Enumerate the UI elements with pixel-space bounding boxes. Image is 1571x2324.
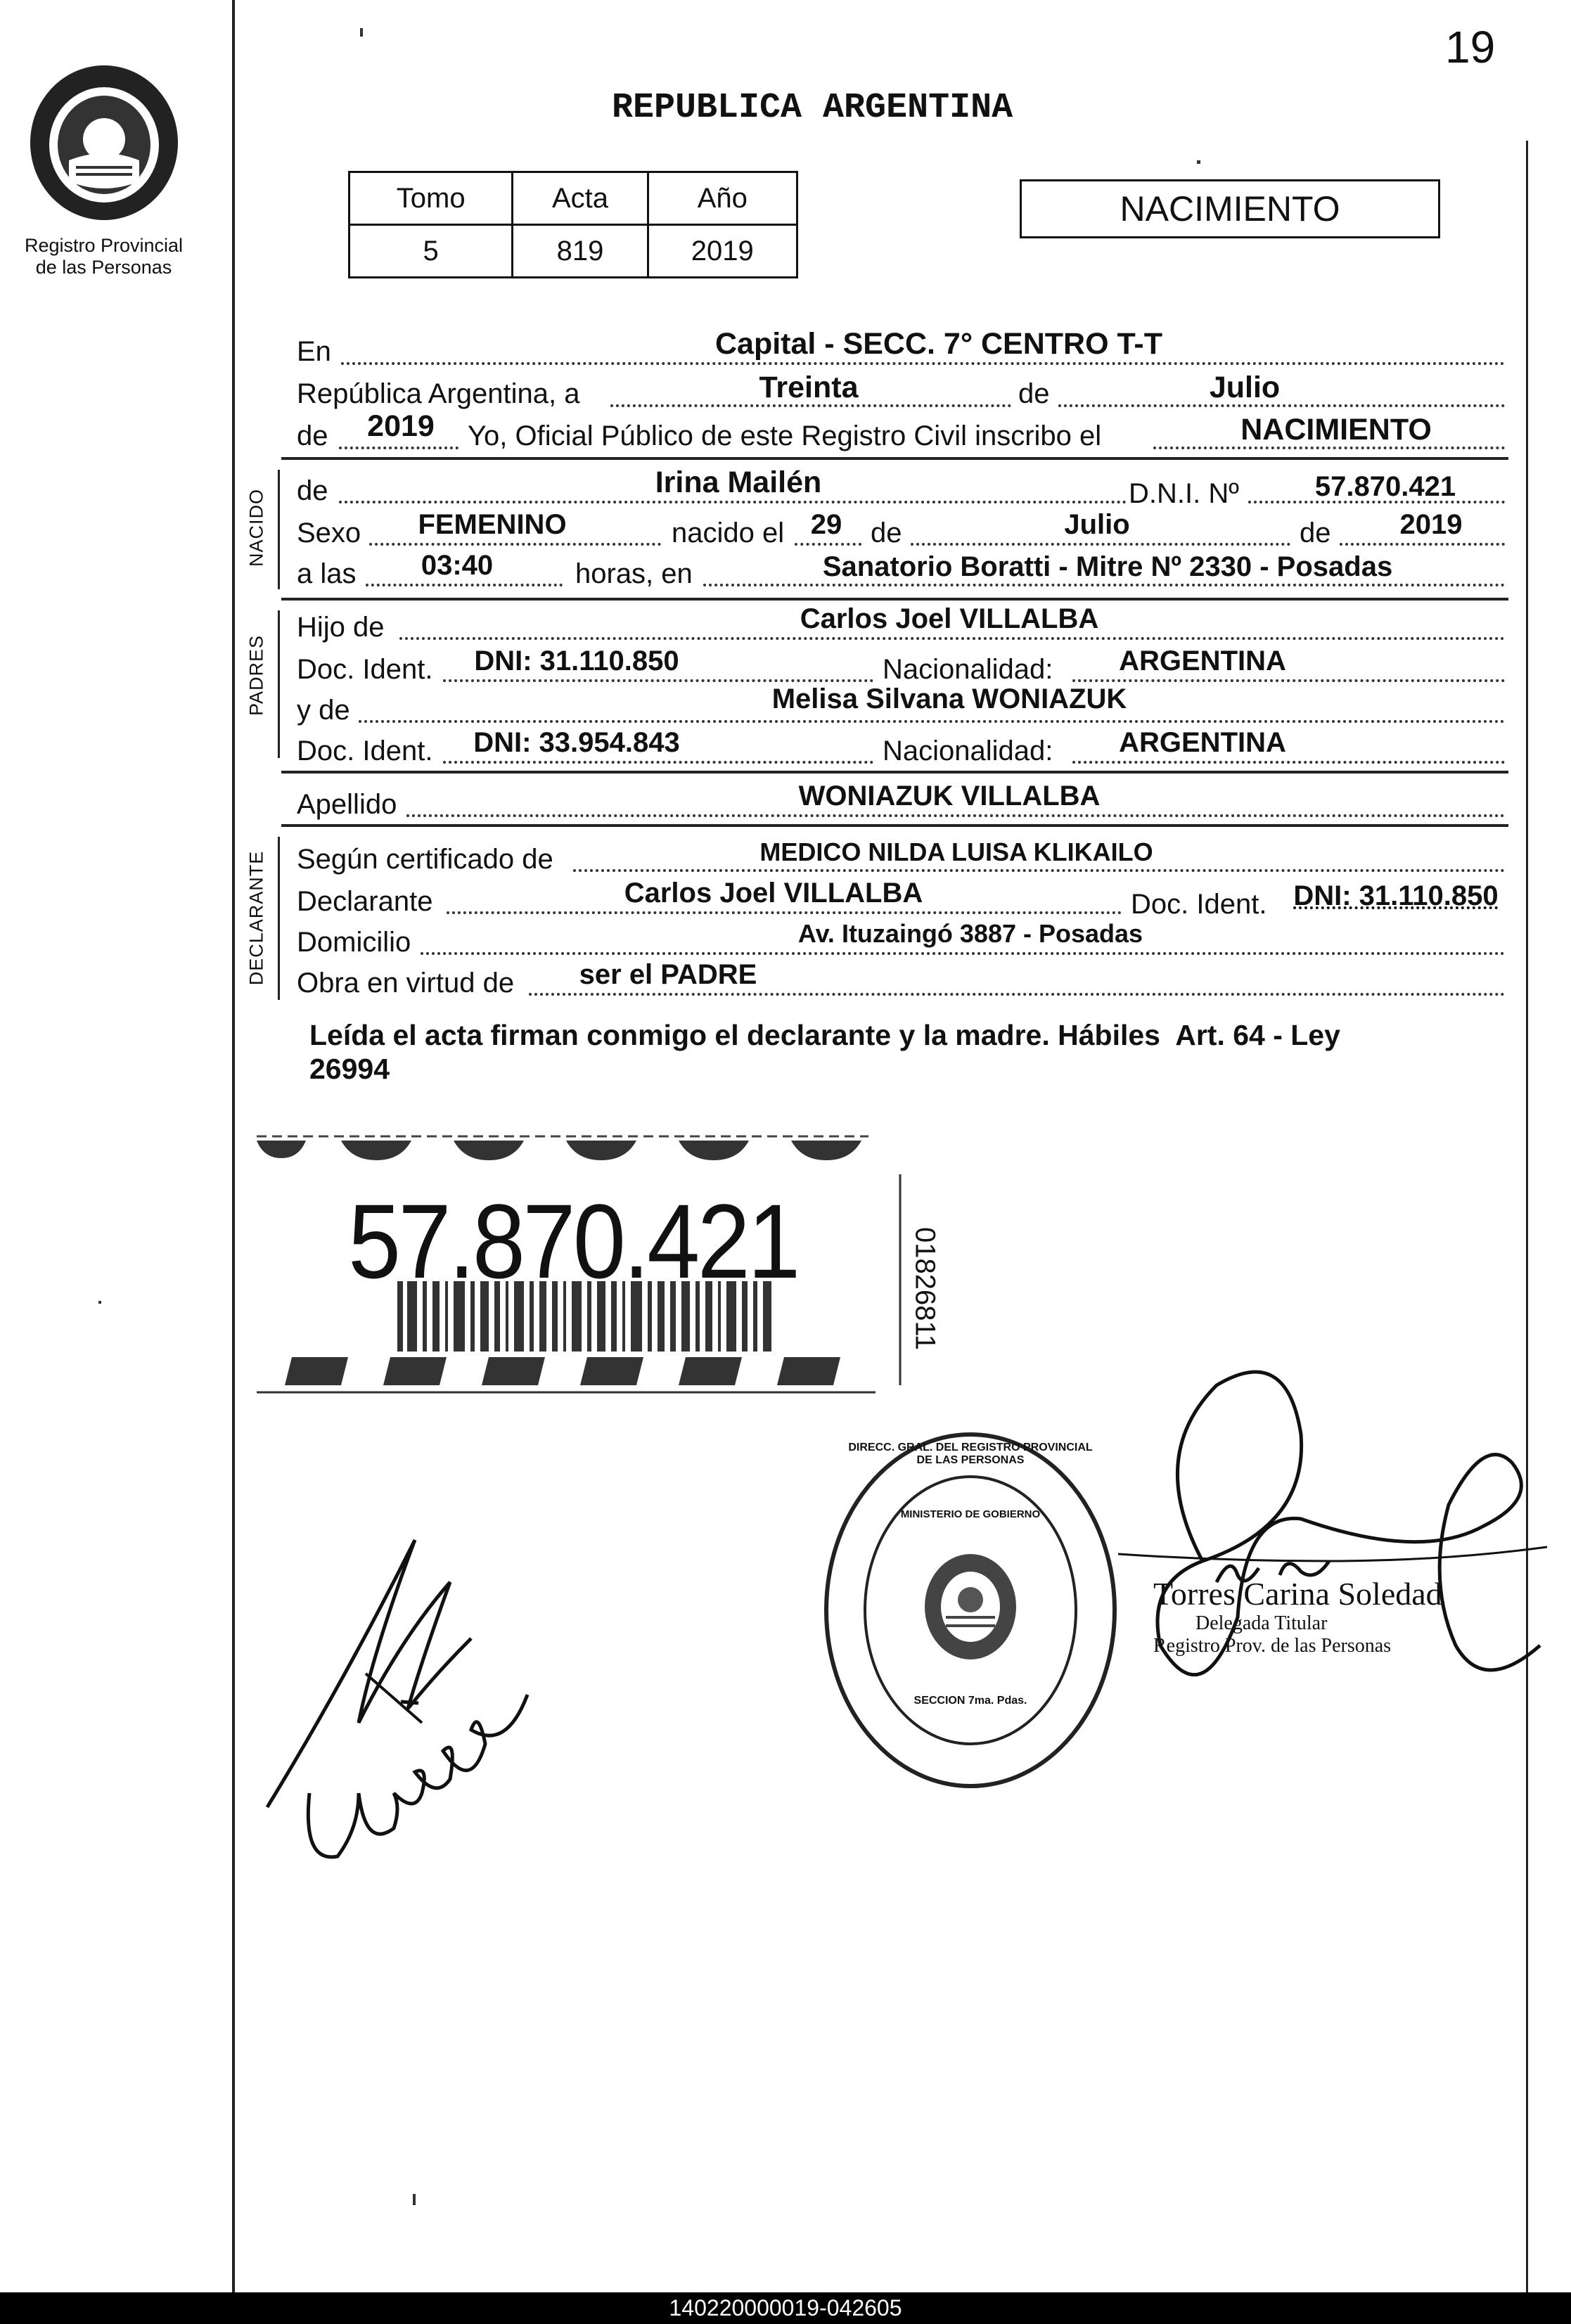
sexo-value: FEMENINO bbox=[418, 509, 567, 540]
act-dots bbox=[1153, 447, 1505, 449]
horas-label: horas, en bbox=[575, 558, 693, 589]
father-nationality: ARGENTINA bbox=[1119, 646, 1286, 676]
year-value: 2019 bbox=[367, 409, 435, 443]
sticker-number: 57.870.421 bbox=[348, 1182, 798, 1300]
official-office: Registro Prov. de las Personas bbox=[1153, 1635, 1392, 1657]
right-margin-line bbox=[1526, 141, 1528, 2292]
mother-nat-dots bbox=[1072, 761, 1505, 764]
closing-line1: Leída el acta firman conmigo el declarante y la madre. Hábiles Art. 64 - Ley bbox=[309, 1019, 1340, 1051]
mother-name: Melisa Silvana WONIAZUK bbox=[771, 683, 1127, 714]
declarante-doc-label: Doc. Ident. bbox=[1131, 889, 1267, 920]
ano-value: 2019 bbox=[648, 225, 797, 278]
official-title: Delegada Titular bbox=[1195, 1612, 1328, 1634]
footer-barcode-text: 140220000019-042605 bbox=[669, 2295, 902, 2320]
father-doc-label: Doc. Ident. bbox=[297, 654, 433, 685]
dni-label: D.N.I. Nº bbox=[1129, 478, 1239, 509]
logo-caption-line2: de las Personas bbox=[35, 257, 172, 278]
sticker-serial: 01826811 bbox=[909, 1227, 941, 1350]
document-title: REPUBLICA ARGENTINA bbox=[612, 88, 1013, 128]
nacido-el-label: nacido el bbox=[672, 518, 785, 548]
acta-header: Acta bbox=[513, 172, 648, 225]
official-signature bbox=[1118, 1350, 1554, 1758]
stamp-section-text: SECCION 7ma. Pdas. bbox=[913, 1695, 1027, 1707]
birth-year: 2019 bbox=[1399, 509, 1463, 540]
domicilio-value: Av. Ituzaingó 3887 - Posadas bbox=[797, 919, 1143, 948]
mother-signature bbox=[295, 1652, 563, 1906]
nacido-section-label: NACIDO bbox=[245, 489, 267, 567]
left-margin-line bbox=[232, 0, 235, 2292]
intro-rule bbox=[281, 457, 1508, 460]
time-dots bbox=[366, 584, 563, 586]
birth-year-dots bbox=[1340, 543, 1505, 546]
month-value: Julio bbox=[1209, 371, 1281, 404]
declarante-section-label: DECLARANTE bbox=[245, 850, 267, 986]
birth-time: 03:40 bbox=[421, 550, 494, 581]
sexo-label: Sexo bbox=[297, 518, 361, 548]
a-las-label: a las bbox=[297, 558, 357, 589]
cert-label: Según certificado de bbox=[297, 844, 553, 875]
father-dots bbox=[399, 637, 1505, 640]
record-type-label: NACIMIENTO bbox=[1120, 189, 1340, 229]
declarante-label: Declarante bbox=[297, 886, 433, 917]
republica-label: República Argentina, a bbox=[297, 378, 580, 409]
birth-place: Sanatorio Boratti - Mitre Nº 2330 - Posadas bbox=[822, 551, 1393, 582]
record-type-box bbox=[1020, 179, 1440, 238]
en-dots bbox=[341, 362, 1505, 365]
official-seal-stamp bbox=[819, 1427, 1122, 1793]
logo-caption bbox=[7, 235, 200, 278]
misiones-seal-logo bbox=[27, 62, 181, 224]
birth-month: Julio bbox=[1064, 509, 1130, 540]
obra-dots bbox=[529, 993, 1505, 996]
nacido-dni: 57.870.421 bbox=[1314, 471, 1456, 502]
declarante-dots bbox=[447, 911, 1122, 914]
mother-doc: DNI: 33.954.843 bbox=[473, 727, 680, 758]
day-value: Treinta bbox=[759, 371, 859, 404]
declarante-doc: DNI: 31.110.850 bbox=[1293, 880, 1499, 911]
obra-value: ser el PADRE bbox=[579, 959, 757, 990]
de-label-1: de bbox=[1018, 378, 1050, 409]
declarante-name: Carlos Joel VILLALBA bbox=[624, 878, 923, 909]
y-de-label: y de bbox=[297, 695, 350, 726]
logo-caption-line1: Registro Provincial bbox=[24, 235, 184, 256]
padres-section-label: PADRES bbox=[245, 634, 267, 717]
acta-value: 819 bbox=[513, 225, 648, 278]
birth-day: 29 bbox=[810, 509, 842, 540]
hijo-de-label: Hijo de bbox=[297, 612, 385, 643]
mother-nationality: ARGENTINA bbox=[1119, 727, 1286, 758]
birth-day-dots bbox=[795, 543, 861, 546]
mother-nat-label: Nacionalidad: bbox=[883, 736, 1053, 766]
nacido-name: Irina Mailén bbox=[655, 466, 822, 499]
apellido-dots bbox=[406, 814, 1505, 817]
ano-header: Año bbox=[648, 172, 797, 225]
de-label-3: de bbox=[871, 518, 902, 548]
apellido-label: Apellido bbox=[297, 789, 397, 820]
obra-label: Obra en virtud de bbox=[297, 968, 515, 999]
en-label: En bbox=[297, 336, 331, 367]
dot-mark bbox=[98, 1301, 101, 1304]
birth-month-dots bbox=[911, 543, 1290, 546]
day-dots bbox=[610, 404, 1011, 407]
declarante-bracket bbox=[278, 837, 280, 1000]
nacido-bracket bbox=[278, 470, 280, 589]
official-name: Torres Carina Soledad bbox=[1153, 1576, 1442, 1612]
official-name-block bbox=[1153, 1575, 1442, 1657]
domicilio-label: Domicilio bbox=[297, 927, 411, 958]
footer-bar bbox=[0, 2292, 1571, 2324]
nacido-name-dots bbox=[339, 501, 1127, 503]
mother-doc-label: Doc. Ident. bbox=[297, 736, 433, 766]
dot-mark bbox=[360, 28, 363, 37]
nacido-rule bbox=[281, 598, 1508, 601]
dot-mark bbox=[1197, 160, 1200, 164]
year-dots bbox=[339, 447, 459, 449]
place-value: Capital - SECC. 7° CENTRO T-T bbox=[715, 327, 1162, 361]
apellido-value: WONIAZUK VILLALBA bbox=[798, 781, 1101, 811]
page-number: 19 bbox=[1445, 22, 1496, 72]
de-label-4: de bbox=[1300, 518, 1331, 548]
mother-doc-dots bbox=[443, 761, 873, 764]
padres-rule bbox=[281, 771, 1508, 773]
father-name: Carlos Joel VILLALBA bbox=[800, 603, 1099, 634]
father-doc-dots bbox=[443, 679, 873, 682]
dni-sticker bbox=[257, 1132, 949, 1399]
closing-statement bbox=[309, 1018, 1519, 1086]
nacido-de-label: de bbox=[297, 475, 328, 506]
padres-bracket bbox=[278, 610, 280, 758]
tomo-value: 5 bbox=[350, 225, 513, 278]
father-nat-dots bbox=[1072, 679, 1505, 682]
father-doc: DNI: 31.110.850 bbox=[474, 646, 679, 676]
mother-dots bbox=[359, 720, 1505, 723]
birth-place-dots bbox=[703, 584, 1505, 586]
month-dots bbox=[1058, 404, 1505, 407]
act-value: NACIMIENTO bbox=[1240, 413, 1432, 447]
register-table bbox=[348, 171, 798, 278]
tomo-header: Tomo bbox=[350, 172, 513, 225]
closing-line2: 26994 bbox=[309, 1053, 390, 1086]
sexo-dots bbox=[369, 543, 661, 546]
father-nat-label: Nacionalidad: bbox=[883, 654, 1053, 685]
cert-value: MEDICO NILDA LUISA KLIKAILO bbox=[759, 837, 1153, 866]
oficial-text: Yo, Oficial Público de este Registro Civil inscribo el bbox=[468, 420, 1102, 451]
stamp-ring-text: DIRECC. GRAL. DEL REGISTRO PROVINCIAL DE LAS PERSONAS bbox=[848, 1442, 1093, 1466]
apellido-rule bbox=[281, 824, 1508, 827]
cert-dots bbox=[573, 869, 1505, 872]
domicilio-dots bbox=[421, 952, 1505, 955]
stamp-inner-text: MINISTERIO DE GOBIERNO bbox=[900, 1508, 1041, 1520]
de-label-2: de bbox=[297, 420, 328, 451]
dot-mark bbox=[413, 2194, 416, 2205]
